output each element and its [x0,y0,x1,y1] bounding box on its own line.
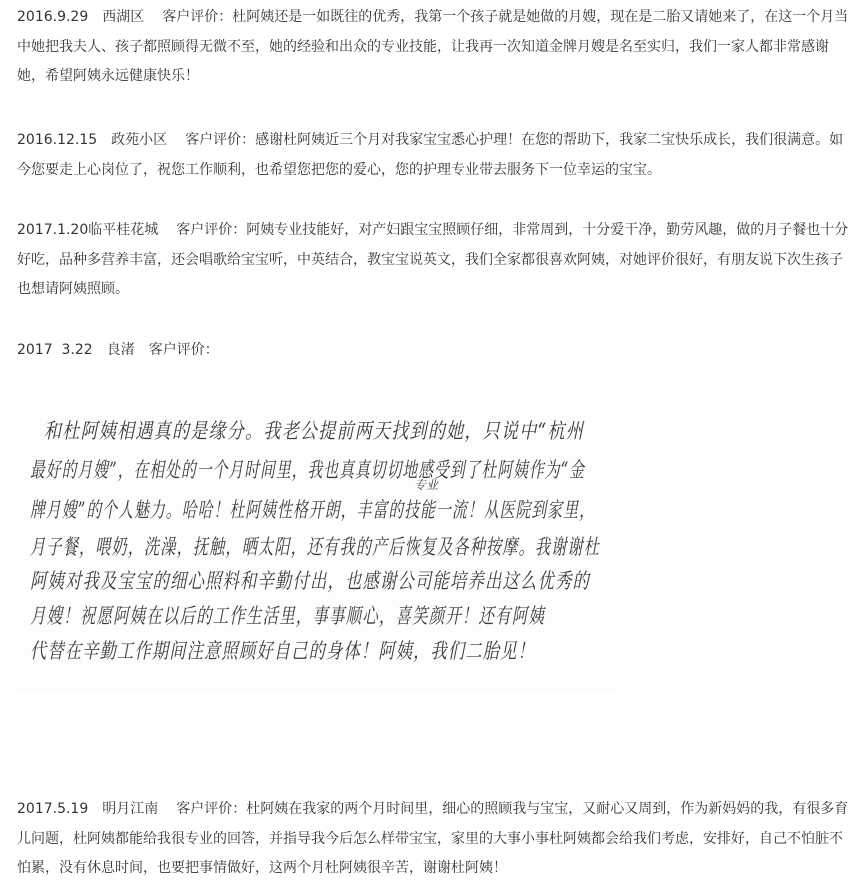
review-entry [17,216,849,305]
note-insert: 专业 [414,478,439,492]
review-label: 客户评价： [176,801,247,817]
review-place: 临平桂花城 [88,222,159,238]
review-label: 客户评价： [185,132,256,148]
review-entry [17,795,849,884]
review-place: 明月江南 [102,801,159,817]
handwritten-note-image [16,393,618,693]
review-label: 客户评价： [148,342,219,358]
review-entry [17,126,849,185]
review-text: 阿姨专业技能好，对产妇跟宝宝照顾仔细，非常周到，十分爱干净，勤劳风趣，做的月子餐也十分好吃，品种多营养丰富，还会唱歌给宝宝听，中英结合，教宝宝说英文，我们全家都很喜欢阿姨，对她评价很好，有朋友说下次生孩子也想请阿姨照顾。 [17,222,849,297]
note-line-6: 月嫂！祝愿阿姨在以后的工作生活里，事事顺心，喜笑颜开！还有阿姨 [30,604,547,628]
review-text: 杜阿姨还是一如既往的优秀，我第一个孩子就是她做的月嫂，现在是二胎又请她来了，在这一个月当中她把我夫人、孩子都照顾得无微不至，她的经验和出众的专业技能，让我再一次知道金牌月嫂是名至实归，我们一家人都非常感谢她，希望阿姨永远健康快乐！ [17,9,849,84]
note-line-2: 最好的月嫂”，在相处的一个月时间里，我也真真切切地感受到了杜阿姨作为“金 [30,458,586,482]
review-place: 政苑小区 [111,132,168,148]
note-line-4: 月子餐，喂奶，洗澡，抚触，晒太阳，还有我的产后恢复及各种按摩。我谢谢杜 [30,535,601,559]
review-date: 2017.5.19 [17,801,89,817]
review-label: 客户评价： [176,222,247,238]
review-place: 良渚 [106,342,135,358]
review-text: 感谢杜阿姨近三个月对我家宝宝悉心护理！在您的帮助下，我家二宝快乐成长，我们很满意。如今您要走上心岗位了，祝您工作顺利，也希望您把您的爱心，您的护理专业带去服务下一位幸运的宝宝。 [17,132,844,178]
note-line-7: 代替在辛勤工作期间注意照顾好自己的身体！阿姨，我们二胎见！ [30,639,535,663]
review-date: 2017.1.20 [17,222,89,238]
review-label: 客户评价： [162,9,233,25]
review-entry [17,336,849,366]
review-place: 西湖区 [102,9,145,25]
note-line-3: 牌月嫂”的个人魅力。哈哈！杜阿姨性格开朗，丰富的技能一流！从医院到家里， [30,498,595,522]
review-entry [17,3,849,92]
review-date: 2016.9.29 [17,9,89,25]
review-date: 2016.12.15 [17,132,98,148]
note-line-5: 阿姨对我及宝宝的细心照料和辛勤付出，也感谢公司能培养出这么优秀的 [30,569,592,593]
review-date: 2017 3.22 [17,342,93,358]
review-text: 杜阿姨在我家的两个月时间里，细心的照顾我与宝宝，又耐心又周到，作为新妈妈的我，有很多育儿问题，杜阿姨都能给我很专业的回答，并指导我今后怎么样带宝宝，家里的大事小事杜阿姨都会给我们考虑，安排好，自己不怕脏不怕累，没有休息时间，也要把事情做好，这两个月杜阿姨很辛苦，谢谢杜阿姨！ [17,801,849,876]
handwritten-review-note [16,393,618,693]
note-line-1: 和杜阿姨相遇真的是缘分。我老公提前两天找到的她，只说中“杭州 [44,419,586,443]
